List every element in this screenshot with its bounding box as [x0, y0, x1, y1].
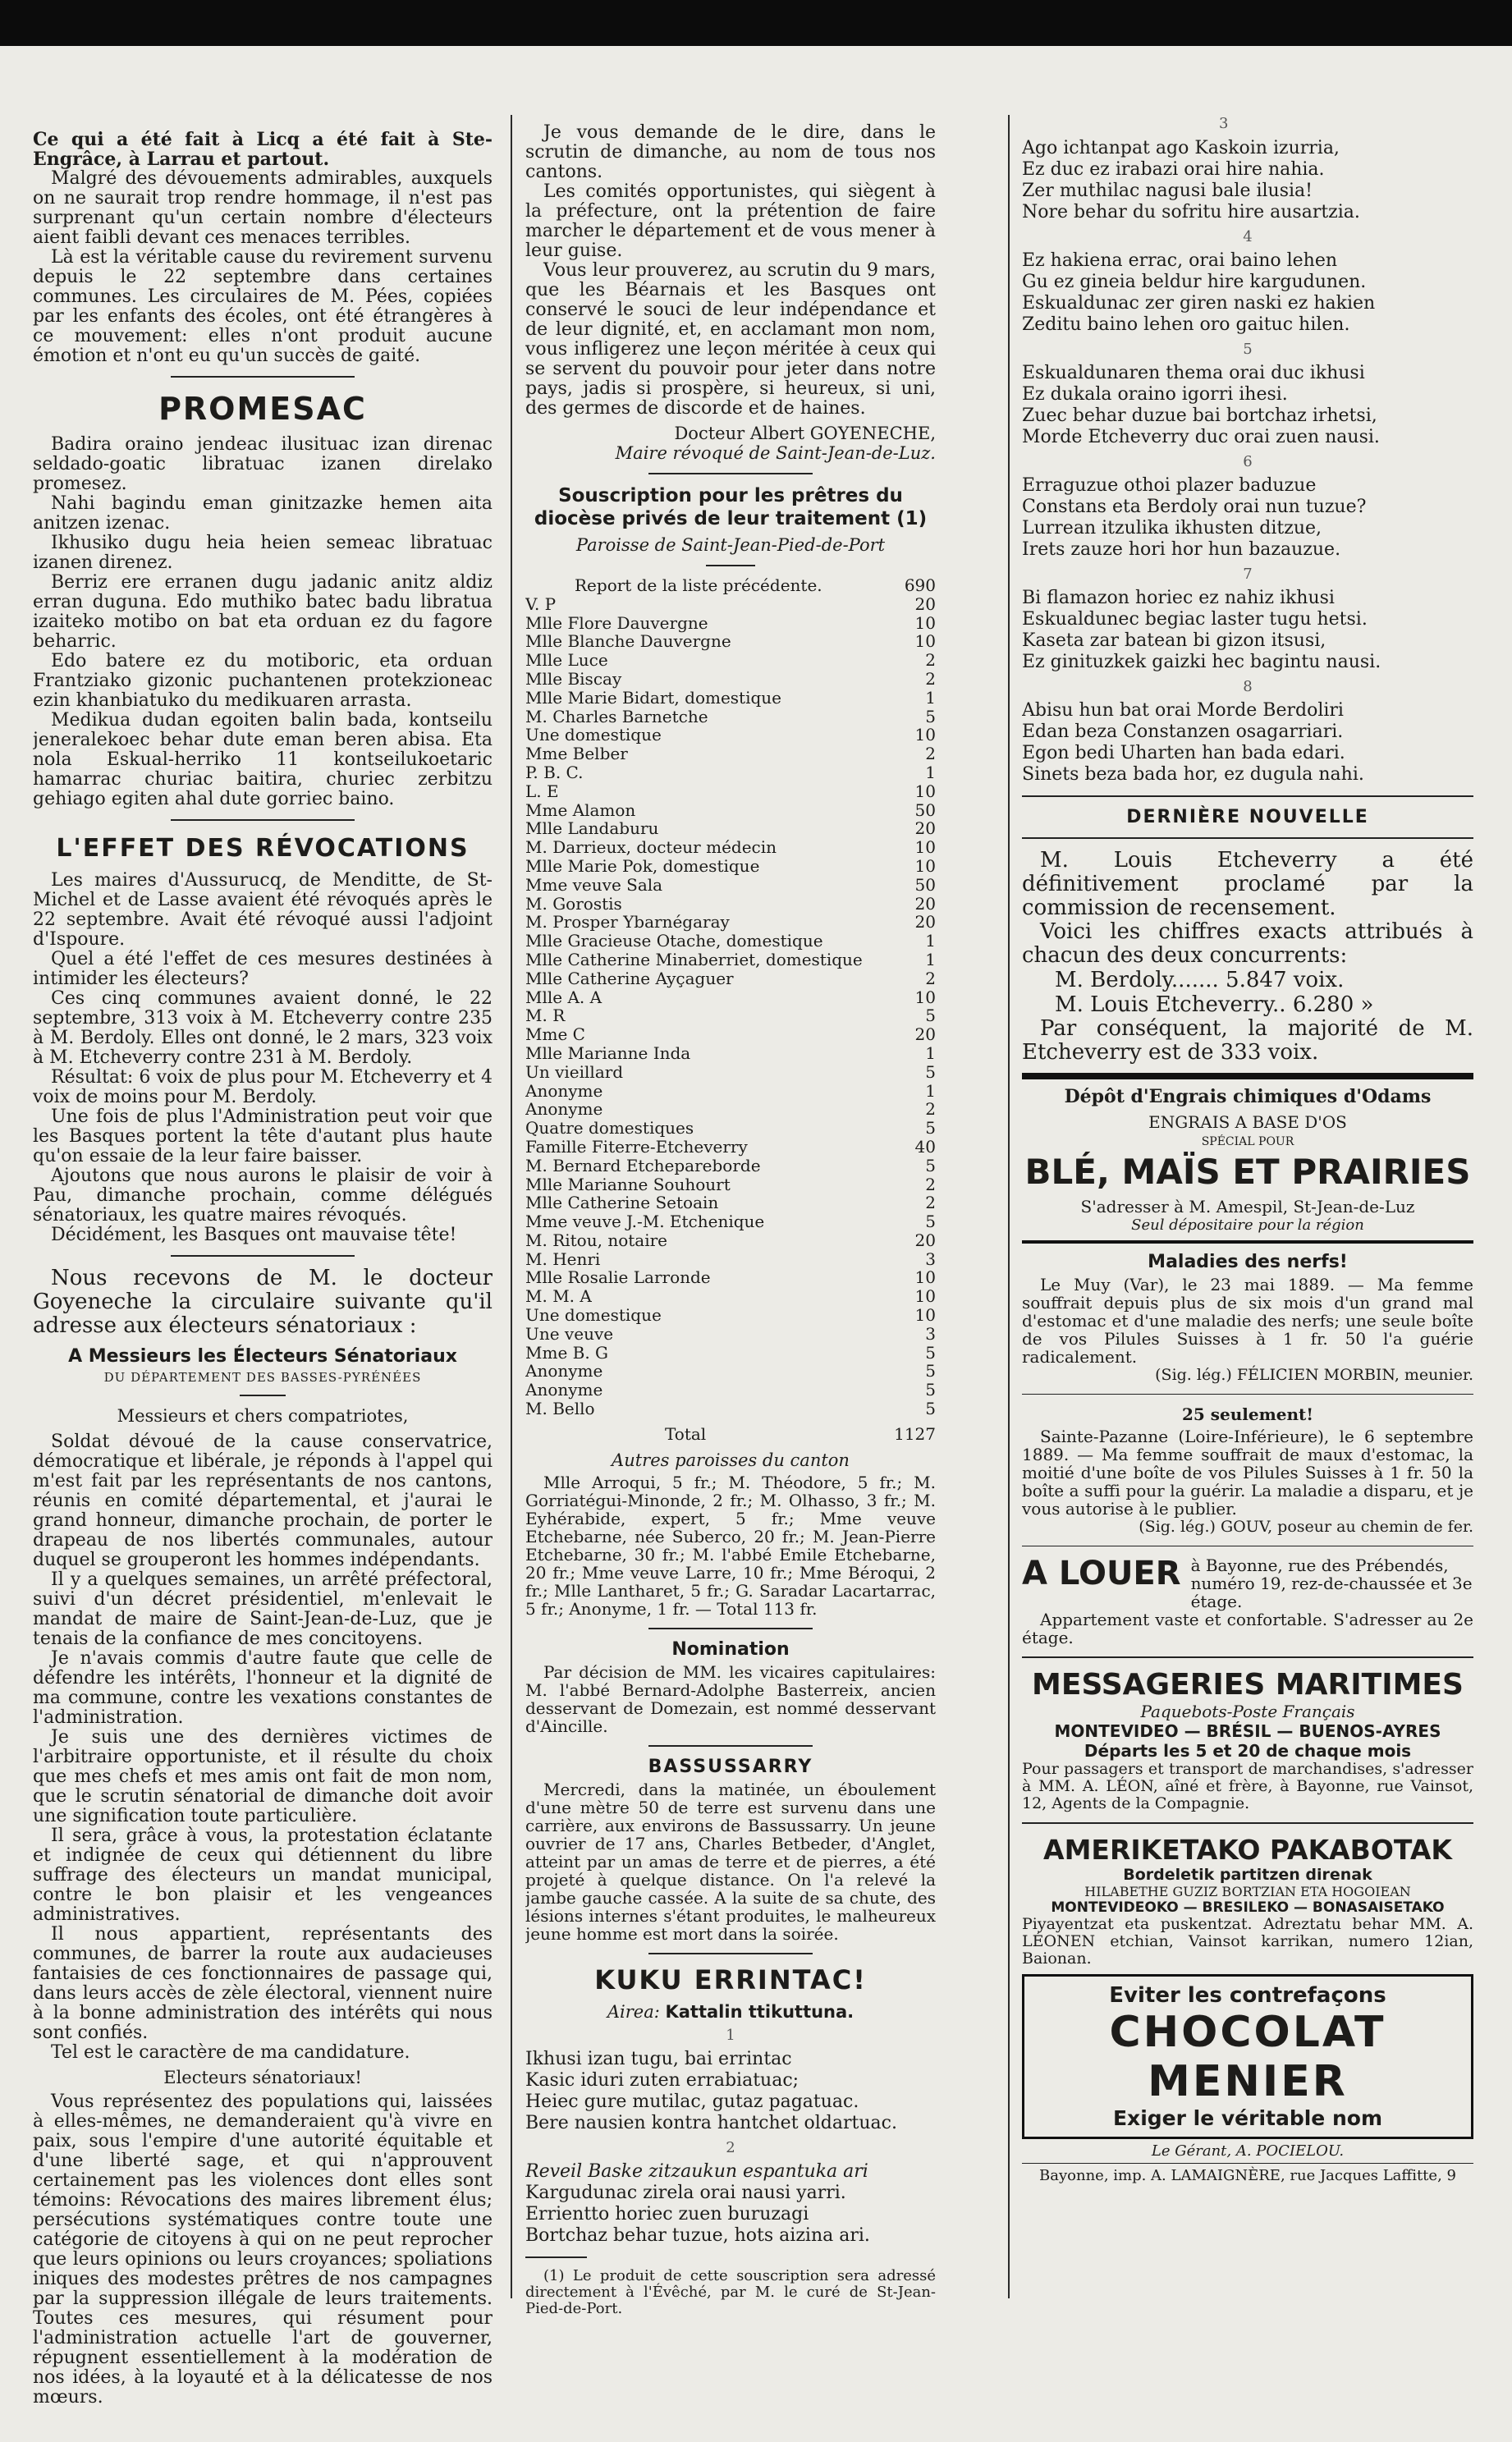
donor-name: Anonyme: [525, 1080, 603, 1101]
verse-line: Eskualdunaren thema orai duc ikhusi: [1022, 363, 1365, 383]
donor-name: Mlle Gracieuse Otache, domestique: [525, 931, 823, 951]
intro-paragraph: Malgré des dévouements admirables, auxquels on ne saurait trop rendre hommage, il n'est pas surprenant qu'un certain nombre d'électeurs aient faibli devant ces menaces terribles.: [33, 168, 493, 248]
donor-row: [525, 1231, 936, 1250]
separator: [648, 1745, 813, 1747]
donor-amount: 5: [925, 1006, 936, 1026]
donor-amount: 10: [914, 612, 936, 633]
separator: [648, 1953, 813, 1954]
donor-amount: 10: [914, 837, 936, 858]
nomination-heading: Nomination: [671, 1638, 790, 1660]
donor-name: Mlle Catherine Minaberriet, domestique: [525, 949, 863, 969]
effet-paragraph: Ajoutons que nous aurons le plaisir de voir à Pau, dimanche prochain, comme délégués sénatoriaux, les quatre maires révoqués.: [33, 1166, 493, 1226]
donor-row: [525, 670, 936, 689]
donor-row: [525, 838, 936, 857]
verse-line: Lurrean itzulika ikhusten ditzue,: [1022, 518, 1322, 538]
donor-name: Mme B. G: [525, 1342, 609, 1363]
effet-paragraph: Décidément, les Basques ont mauvaise tête!: [51, 1225, 457, 1245]
chocolat-line: Eviter les contrefaçons: [1109, 1983, 1386, 2008]
donor-amount: 5: [925, 706, 936, 726]
autres-paragraph: Mlle Arroqui, 5 fr.; M. Théodore, 5 fr.; M. Gorriatégui-Minonde, 2 fr.; M. Olhasso, 3 fr.; M. Eyhérabide, expert, 5 fr.; Mme veuve Etchebarne, née Suberco, 20 fr.; M. Jean-Pierre Etchebarne, 30 fr.; M. l'abbé Emile Etchebarne, 20 fr.; Mme veuve Larre, 10 fr.; Mme Béroqui, 2 fr.; Mlle Lantharet, 5 fr.; G. Saradar Lacartarrac, 5 fr.; Anonyme, 1 fr. — Total 113 fr.: [525, 1472, 936, 1619]
donor-row: [525, 1212, 936, 1231]
seulement-paragraph: Sainte-Pazanne (Loire-Inférieure), le 6 septembre 1889. — Ma femme souffrait de maux d'estomac, la moitié d'une boîte de vos Pilules Suisses à 1 fr. 50 la boîte a suffi pour la guérir. La maladie a disparu, et je vous autorise à le publier.: [1022, 1427, 1473, 1519]
amerik-ad: [1022, 1834, 1473, 1968]
top-black-band: [0, 0, 1512, 46]
donor-row: [525, 1025, 936, 1044]
promesac-paragraph: Ikhusiko dugu heia heien semeac libratuac izanen direnez.: [33, 533, 493, 573]
donor-row: [525, 1306, 936, 1325]
verse-line: Ez ginituzkek gaizki hec bagintu nausi.: [1022, 652, 1381, 672]
verse-line: Kaseta zar batean bi gizon itsusi,: [1022, 630, 1326, 651]
donor-row: [525, 819, 936, 838]
verse-line: Erraguzue othoi plazer baduzue: [1022, 475, 1317, 496]
column-rule-1: [511, 115, 512, 2298]
promesac-paragraph: Medikua dudan egoiten balin bada, kontseilu jeneralekoec behar dute eman beren abisa. Eta nola Eskual-herriko 11 kontseilukoetaric hamarrac churiac baitira, churiec zerbitzu gehiago egiten ahal dute gorriec baino.: [33, 710, 493, 809]
donor-amount: 10: [914, 725, 936, 745]
donor-amount: 2: [925, 668, 936, 689]
donor-name: M. Bernard Etchepareborde: [525, 1155, 761, 1175]
donor-amount: 10: [914, 855, 936, 876]
donor-amount: 1: [925, 762, 936, 782]
promesac-paragraph: Edo batere ez du motiboric, eta orduan Frantziako gizonic puchantenen protekzioneac ezin khanbiatuko du medikuaren arrasta.: [33, 651, 493, 711]
donor-amount: 10: [914, 1286, 936, 1307]
donor-name: Mlle Biscay: [525, 668, 622, 689]
verse-line: Edan beza Constanzen osagarriari.: [1022, 722, 1344, 742]
donor-rows: [525, 595, 936, 1418]
ad-line: ENGRAIS A BASE D'OS: [1148, 1112, 1347, 1132]
louer-heading: A LOUER: [1022, 1555, 1181, 1592]
verse-line: Eskualdunec begiac laster tugu hetsi.: [1022, 609, 1368, 630]
verse-number: 4: [1243, 228, 1253, 245]
paroisse-heading: Paroisse de Saint-Jean-Pied-de-Port: [575, 535, 886, 555]
donor-name: Mlle Catherine Setoain: [525, 1193, 719, 1213]
amerik-line: HILABETHE GUZIZ BORTZIAN ETA HOGOIEAN: [1084, 1884, 1411, 1899]
separator: [648, 473, 813, 474]
donor-name: Mlle Marianne Inda: [525, 1042, 691, 1063]
donor-amount: 20: [914, 1024, 936, 1045]
separator: [171, 819, 355, 821]
nerfs-signature: (Sig. lég.) FÉLICIEN MORBIN, meunier.: [1155, 1366, 1473, 1384]
amerik-line: MONTEVIDEOKO — BRESILEKO — BONASAISETAKO: [1051, 1899, 1445, 1916]
donor-name: Mlle Blanche Dauvergne: [525, 631, 731, 652]
promesac-paragraph: Nahi bagindu eman ginitzazke hemen aita anitzen izenac.: [33, 493, 493, 534]
total-row: Total 1127: [665, 1423, 936, 1444]
verse-line: Gu ez gineia beldur hire kargudunen.: [1022, 272, 1367, 292]
donor-row: [525, 708, 936, 726]
donor-name: M. R: [525, 1006, 566, 1026]
verse-line: Sinets beza bada hor, ez dugula nahi.: [1022, 764, 1364, 785]
donor-row: [525, 1362, 936, 1381]
donor-name: Mlle Landaburu: [525, 818, 659, 839]
verse-line: Zuec behar duzue bai bortchaz irhetsi,: [1022, 405, 1377, 426]
chocolat-line: CHOCOLAT: [1109, 2008, 1386, 2057]
donor-row: [525, 857, 936, 876]
verse-line: Morde Etcheverry duc orai zuen nausi.: [1022, 427, 1380, 447]
louer-text-2: Appartement vaste et confortable. S'adresser au 2e étage.: [1022, 1610, 1473, 1647]
messageries-heading: MESSAGERIES MARITIMES: [1032, 1668, 1464, 1702]
donor-row: [525, 1119, 936, 1138]
promesac-paragraph: Berriz ere erranen dugu jadanic anitz aldiz erran duguna. Edo muthiko batec badu libratua izaiteko motibo on bat eta orduan ez du fagore beharric.: [33, 572, 493, 652]
separator: [525, 2256, 587, 2258]
promesac-paragraph: Badira oraino jendeac ilusituac izan direnac seldado-goatic libratuac izanen direlako promesez.: [33, 434, 493, 494]
circular-paragraph: Vous représentez des populations qui, laissées à elles-mêmes, ne demanderaient qu'à vivre en paix, sous l'empire d'une autorité équitable et d'une liberté sage, et qui n'approuvent certainement pas les violences dont elles sont témoins: Révocations des maires librement élus; persécutions systématiques contre toute une catégorie de citoyens à qui on ne peut reprocher que leurs opinions ou leurs croyances; spoliations iniques des modestes prêtres de nos campagnes par la suppression illégale de leurs traitements. Toutes ces mesures, qui résument pour l'administration actuelle l'art de gouverner, répugnent essentiellement à la modération de nos idées, à la loyauté et à la délicatesse de nos mœurs.: [33, 2092, 493, 2408]
donor-name: Mlle Marie Bidart, domestique: [525, 687, 782, 708]
donor-row: [525, 913, 936, 932]
donor-row: [525, 1138, 936, 1157]
gerant: Le Gérant, A. POCIELOU.: [1151, 2142, 1345, 2160]
donor-row: [525, 1268, 936, 1287]
donor-name: M. M. A: [525, 1286, 592, 1307]
verse-line: Ikhusi izan tugu, bai errintac: [525, 2048, 792, 2069]
donor-name: M. Ritou, notaire: [525, 1230, 667, 1250]
donor-name: Mme veuve J.-M. Etchenique: [525, 1212, 765, 1232]
circular-salutation: Messieurs et chers compatriotes,: [117, 1406, 409, 1426]
louer-ad: [1022, 1556, 1473, 1610]
ad-line: Seul dépositaire pour la région: [1131, 1216, 1364, 1234]
messageries-ad: [1022, 1668, 1473, 1812]
verse-line: Ez hakiena errac, orai baino lehen: [1022, 250, 1338, 271]
donor-amount: 2: [925, 744, 936, 764]
donor-amount: 2: [925, 1099, 936, 1120]
donor-amount: 2: [925, 1193, 936, 1213]
donor-amount: 5: [925, 1155, 936, 1175]
intro-paragraph: Là est la véritable cause du revirement survenu depuis le 22 septembre dans certaines communes. Les circulaires de M. Pées, copiées par les enfants des écoles, ont été étrangères à ce mouvement: elles n'ont produit aucune émotion et n'ont eu qu'un succès de gaité.: [33, 247, 493, 366]
donor-name: Mlle Catherine Ayçaguer: [525, 968, 734, 988]
donor-name: Mlle Marie Pok, domestique: [525, 855, 760, 876]
donor-row: [525, 1063, 936, 1082]
promesac-heading: PROMESAC: [158, 391, 367, 427]
donor-name: Mme veuve Sala: [525, 874, 663, 895]
donor-amount: 1: [925, 931, 936, 951]
donor-row: [525, 932, 936, 951]
donor-amount: 3: [925, 1248, 936, 1269]
donor-name: Anonyme: [525, 1099, 603, 1120]
donor-name: Mme Belber: [525, 744, 628, 764]
donor-row: [525, 1082, 936, 1101]
kuku-heading: KUKU ERRINTAC!: [594, 1963, 867, 1995]
separator: [1022, 1656, 1473, 1658]
seulement-signature: (Sig. lég.) GOUV, poseur au chemin de fer.: [1139, 1518, 1473, 1536]
donor-row: [525, 763, 936, 782]
page-number: 3: [1219, 115, 1229, 132]
donor-amount: 1: [925, 1080, 936, 1101]
separator: [1022, 795, 1473, 797]
messageries-departs: Départs les 5 et 20 de chaque mois: [1084, 1741, 1412, 1761]
donor-row: [525, 1381, 936, 1400]
donor-name: Mlle Marianne Souhourt: [525, 1174, 731, 1194]
bassussarry-heading: BASSUSSARRY: [648, 1756, 813, 1777]
verse-number: 6: [1243, 453, 1253, 470]
derniere-heading: DERNIÈRE NOUVELLE: [1126, 807, 1369, 827]
donor-amount: 10: [914, 1267, 936, 1288]
donor-name: Une domestique: [525, 725, 662, 745]
donor-amount: 1: [925, 1042, 936, 1063]
donor-name: Mlle Luce: [525, 650, 608, 671]
verse-line: Zeditu baino lehen oro gaituc hilen.: [1022, 314, 1350, 335]
donor-row: [525, 1344, 936, 1363]
donor-row: [525, 988, 936, 1007]
result-row: M. Louis Etcheverry.. 6.280 »: [1055, 992, 1374, 1017]
separator: [1022, 1822, 1473, 1824]
verse-number: 5: [1243, 341, 1253, 358]
nomination-paragraph: Par décision de MM. les vicaires capitulaires: M. l'abbé Bernard-Adolphe Basterreix, ancien desservant de Domezain, est nommé desservant d'Aincille.: [525, 1661, 936, 1736]
verse-number: 2: [726, 2138, 735, 2156]
verse-line: Egon bedi Uharten han bada edari.: [1022, 743, 1345, 763]
donor-row: [525, 876, 936, 895]
donor-row: [525, 1325, 936, 1344]
report-row: Report de la liste précédente. 690: [575, 575, 936, 595]
verse-line: Ez dukala oraino igorri ihesi.: [1022, 384, 1288, 405]
donor-amount: 3: [925, 1323, 936, 1344]
donor-amount: 20: [914, 893, 936, 914]
messageries-dest: MONTEVIDEO — BRÉSIL — BUENOS-AYRES: [1054, 1721, 1441, 1741]
donor-name: Anonyme: [525, 1380, 603, 1400]
donor-name: V. P: [525, 593, 557, 614]
verse-line: Abisu hun bat orai Morde Berdoliri: [1022, 700, 1344, 721]
donor-amount: 50: [914, 799, 936, 820]
effet-paragraph: Ces cinq communes avaient donné, le 22 septembre, 313 voix à M. Etcheverry contre 235 à M. Berdoly. Elles ont donné, le 2 mars, 323 voix à M. Etcheverry contre 231 à M. Berdoly.: [33, 988, 493, 1068]
donor-name: M. Darrieux, docteur médecin: [525, 837, 777, 858]
circular-paragraph: Il y a quelques semaines, un arrêté préfectoral, suivi d'un décret présidentiel, m'enlevait le mandat de maire de Saint-Jean-de-Luz, que je tenais de la confiance de mes concitoyens.: [33, 1569, 493, 1649]
donor-amount: 5: [925, 1118, 936, 1139]
donor-name: Famille Fiterre-Etcheverry: [525, 1136, 748, 1157]
circular-paragraph: Il sera, grâce à vous, la protestation éclatante et indignée de ceux qui détiennent du libre suffrage des électeurs un mandat municipal, contre le bon plaisir et les vengeances administratives.: [33, 1826, 493, 1925]
circular-salutation-2: Electeurs sénatoriaux!: [163, 2068, 362, 2087]
result-row: M. Berdoly....... 5.847 voix.: [1055, 968, 1345, 992]
donor-amount: 1: [925, 687, 936, 708]
letter-signature-role: Maire révoqué de Saint-Jean-de-Luz.: [615, 443, 936, 463]
donor-name: Une veuve: [525, 1323, 614, 1344]
donor-row: [525, 651, 936, 670]
verse-line: Kargudunac zirela orai nausi yarri.: [525, 2182, 846, 2203]
verse-line: Bere nausien kontra hantchet oldartuac.: [525, 2112, 897, 2133]
donor-amount: 5: [925, 1212, 936, 1232]
letter-signature: Docteur Albert GOYENECHE,: [674, 424, 936, 443]
donor-row: [525, 801, 936, 820]
donor-name: Anonyme: [525, 1361, 603, 1381]
circular-paragraph: Je n'avais commis d'autre faute que celle de défendre les intérêts, l'honneur et la dignité de ma commune, contre les vexations constantes de l'administration.: [33, 1648, 493, 1728]
donor-amount: 20: [914, 593, 936, 614]
chocolat-ad: [1022, 1974, 1473, 2139]
verse-line: Reveil Baske zitzaukun espantuka ari: [525, 2160, 868, 2182]
amerik-heading: AMERIKETAKO PAKABOTAK: [1043, 1834, 1452, 1866]
separator: [1022, 2163, 1473, 2164]
donor-row: [525, 689, 936, 708]
donor-name: M. Charles Barnetche: [525, 706, 708, 726]
donor-amount: 5: [925, 1061, 936, 1082]
donor-amount: 50: [914, 874, 936, 895]
donor-row: [525, 1044, 936, 1063]
donor-amount: 5: [925, 1361, 936, 1381]
chocolat-line: Exiger le véritable nom: [1112, 2106, 1382, 2130]
ad-line: SPÉCIAL POUR: [1201, 1135, 1294, 1148]
verse-line: Nore behar du sofritu hire ausartzia.: [1022, 202, 1360, 222]
kuku-air: Airea: Kattalin ttikuttuna.: [607, 2001, 855, 2022]
donor-row: [525, 1006, 936, 1025]
circular-paragraph: Il nous appartient, représentants des communes, de barrer la route aux audacieuses fantaisies de ces fonctionnaires de passage qui, dans leurs accès de zèle électoral, viennent nuire à la bonne administration des intérêts qui nous sont confiés.: [33, 1924, 493, 2043]
donor-row: [525, 1194, 936, 1212]
goyeneche-intro: Nous recevons de M. le docteur Goyeneche la circulaire suivante qu'il adresse aux électeurs sénatoriaux :: [33, 1266, 493, 1338]
separator: [240, 1395, 286, 1396]
donor-name: M. Henri: [525, 1248, 601, 1269]
donor-row: [525, 1287, 936, 1306]
donor-amount: 20: [914, 912, 936, 932]
donor-name: Une domestique: [525, 1305, 662, 1326]
donor-amount: 10: [914, 1305, 936, 1326]
donor-name: M. Gorostis: [525, 893, 622, 914]
donor-amount: 10: [914, 631, 936, 652]
donor-amount: 2: [925, 1174, 936, 1194]
letter-paragraph: Les comités opportunistes, qui siègent à la préfecture, ont la prétention de faire marcher le département et de vous mener à leur guise.: [525, 181, 936, 261]
circular-heading: A Messieurs les Électeurs Sénatoriaux: [68, 1346, 457, 1367]
ad-line: BLÉ, MAÏS ET PRAIRIES: [1024, 1152, 1471, 1192]
messageries-text: Pour passagers et transport de marchandises, s'adresser à MM. A. LÉON, aîné et frère, à Bayonne, rue Vainsot, 12, Agents de la Compagnie.: [1022, 1760, 1473, 1812]
separator: [171, 376, 355, 378]
donor-row: [525, 969, 936, 988]
derniere-paragraph: Voici les chiffres exacts attribués à chacun des deux concurrents:: [1022, 919, 1473, 968]
donor-row: [525, 1157, 936, 1175]
letter-paragraph: Je vous demande de le dire, dans le scrutin de dimanche, au nom de tous nos cantons.: [525, 123, 936, 182]
donor-row: [525, 1175, 936, 1194]
donor-row: [525, 632, 936, 651]
effet-paragraph: Résultat: 6 voix de plus pour M. Etcheverry et 4 voix de moins pour M. Berdoly.: [33, 1067, 493, 1107]
verse-line: Ez duc ez irabazi orai hire nahia.: [1022, 159, 1325, 180]
donor-name: Mlle Flore Dauvergne: [525, 612, 708, 633]
donor-row: [525, 895, 936, 914]
nerfs-paragraph: Le Muy (Var), le 23 mai 1889. — Ma femme souffrait depuis plus de six mois d'un grand mal d'estomac et d'une maladie des nerfs; une seule boîte de vos Pilules Suisses à 1 fr. 50 l'a guérie radicalement.: [1022, 1275, 1473, 1367]
separator: [1022, 1394, 1473, 1395]
verse-line: Errientto horiec zuen buruzagi: [525, 2203, 809, 2224]
donor-name: Quatre domestiques: [525, 1118, 694, 1139]
effet-heading: L'EFFET DES RÉVOCATIONS: [56, 834, 470, 863]
effet-paragraph: Une fois de plus l'Administration peut voir que les Basques portent la tête d'autant plus haute qu'on essaie de la leur faire baisser.: [33, 1106, 493, 1166]
donor-name: M. Prosper Ybarnégaray: [525, 912, 730, 932]
ad-line: Dépôt d'Engrais chimiques d'Odams: [1064, 1086, 1432, 1107]
footnote: (1) Le produit de cette souscription sera adressé directement à l'Évêché, par M. le curé de St-Jean-Pied-de-Port.: [525, 2266, 936, 2317]
column-middle: [525, 123, 936, 2317]
ad-line: S'adresser à M. Amespil, St-Jean-de-Luz: [1080, 1197, 1415, 1216]
verse-line: Bi flamazon horiec ez nahiz ikhusi: [1022, 588, 1335, 608]
separator: [1022, 837, 1473, 839]
seulement-heading: 25 seulement!: [1181, 1404, 1314, 1424]
donor-table: [525, 576, 936, 1444]
chocolat-line: MENIER: [1148, 2057, 1348, 2106]
intro-paragraph: Ce qui a été fait à Licq a été fait à Ste-Engrâce, à Larrau et partout.: [33, 130, 493, 170]
donor-row: [525, 614, 936, 633]
amerik-sub: Bordeletik partitzen direnak: [1123, 1866, 1372, 1884]
derniere-paragraph: Par conséquent, la majorité de M. Etcheverry est de 333 voix.: [1022, 1016, 1473, 1065]
verse-number: 8: [1243, 678, 1253, 695]
donor-row: [525, 782, 936, 801]
verse-line: Zer muthilac nagusi bale ilusia!: [1022, 181, 1313, 201]
donor-name: Mme Alamon: [525, 799, 636, 820]
circular-subheading: DU DÉPARTEMENT DES BASSES-PYRÉNÉES: [103, 1370, 422, 1385]
donor-name: L. E: [525, 781, 559, 801]
verse-line: Kasic iduri zuten errabiatuac;: [525, 2069, 800, 2091]
amerik-text: Piyayentzat eta puskentzat. Adreztatu behar MM. A. LÉONEN etchian, Vainsot karrikan, numero 12ian, Baionan.: [1022, 1915, 1473, 1968]
circular-paragraph: Soldat dévoué de la cause conservatrice, démocratique et libérale, je réponds à l'appel qui m'est fait par les représentants de nos cantons, réunis en comité départemental, et j'aurai le grand honneur, dimanche prochain, de porter le drapeau de nos libertés communales, autour duquel se grouperont les hommes indépendants.: [33, 1432, 493, 1570]
donor-amount: 10: [914, 987, 936, 1007]
letter-paragraph: Vous leur prouverez, au scrutin du 9 mars, que les Béarnais et les Basques ont conservé le souci de leur indépendance et de leur dignité, et, en acclamant mon nom, vous infligerez une leçon méritée à ceux qui se servent du pouvoir pour jeter dans notre pays, jadis si prospère, si heureux, si uni, des germes de discorde et de haines.: [525, 260, 936, 419]
donor-amount: 20: [914, 1230, 936, 1250]
column-rule-2: [1008, 115, 1010, 2298]
donor-row: [525, 951, 936, 969]
column-right: [1022, 138, 1473, 2188]
donor-row: [525, 1250, 936, 1269]
bassussarry-paragraph: Mercredi, dans la matinée, un éboulement d'une mètre 50 de terre est survenu dans une carrière, aux environs de Bassussarry. Un jeune ouvrier de 17 ans, Charles Betbeder, d'Anglet, atteint par un amas de terre et de pierres, a été projeté à quelque distance. On l'a relevé la jambe gauche cassée. A la suite de sa chute, des lésions internes s'étant produites, le malheureux jeune homme est mort dans la soirée.: [525, 1779, 936, 1944]
verse-line: Ago ichtanpat ago Kaskoin izurria,: [1022, 138, 1340, 158]
donor-row: [525, 595, 936, 614]
donor-name: Mme C: [525, 1024, 585, 1045]
verse-line: Irets zauze hori hor hun bazauzue.: [1022, 539, 1341, 560]
derniere-paragraph: M. Louis Etcheverry a été définitivement proclamé par la commission de recensement.: [1022, 848, 1473, 920]
louer-text: à Bayonne, rue des Prébendés, numéro 19, rez-de-chaussée et 3e étage.: [1190, 1555, 1473, 1611]
donor-row: [525, 1400, 936, 1418]
donor-name: Un vieillard: [525, 1061, 624, 1082]
separator: [706, 565, 755, 566]
effet-paragraph: Quel a été l'effet de ces mesures destinées à intimider les électeurs?: [33, 949, 493, 989]
circular-paragraph: Je suis une des dernières victimes de l'arbitraire opportuniste, et il résulte du choix que mes chefs et mes amis ont fait de mon nom, que le scrutin sénatorial de dimanche doit avoir une signification toute particulière.: [33, 1727, 493, 1826]
verse-number: 1: [726, 2026, 735, 2044]
separator: [648, 1628, 813, 1629]
donor-amount: 5: [925, 1399, 936, 1419]
verse-line: Bortchaz behar tuzue, hots aizina ari.: [525, 2224, 870, 2246]
verse-line: Constans eta Berdoly orai nun tuzue?: [1022, 497, 1367, 517]
donor-name: Mlle A. A: [525, 987, 603, 1007]
donor-name: P. B. C.: [525, 762, 584, 782]
donor-amount: 40: [914, 1136, 936, 1157]
nerfs-heading: Maladies des nerfs!: [1148, 1252, 1348, 1272]
donor-amount: 1: [925, 949, 936, 969]
donor-amount: 20: [914, 818, 936, 839]
messageries-sub: Paquebots-Poste Français: [1140, 1702, 1355, 1721]
donor-amount: 10: [914, 781, 936, 801]
souscription-heading: Souscription pour les prêtres du diocèse privés de leur traitement (1): [534, 485, 928, 529]
separator: [171, 1255, 355, 1257]
verse-number: 7: [1243, 566, 1253, 583]
donor-row: [525, 726, 936, 745]
donor-row: [525, 1100, 936, 1119]
donor-amount: 5: [925, 1380, 936, 1400]
donor-name: M. Bello: [525, 1399, 595, 1419]
donor-row: [525, 745, 936, 763]
engrais-ad: [1022, 1073, 1473, 1244]
imprimeur: Bayonne, imp. A. LAMAIGNÈRE, rue Jacques Laffitte, 9: [1039, 2167, 1456, 2184]
column-left: [33, 130, 493, 2408]
verse-line: Heiec gure mutilac, gutaz pagatuac.: [525, 2091, 859, 2112]
autres-heading: Autres paroisses du canton: [612, 1450, 850, 1470]
donor-amount: 5: [925, 1342, 936, 1363]
circular-paragraph: Tel est le caractère de ma candidature.: [51, 2042, 410, 2063]
donor-amount: 2: [925, 968, 936, 988]
donor-name: Mlle Rosalie Larronde: [525, 1267, 711, 1288]
donor-amount: 2: [925, 650, 936, 671]
effet-paragraph: Les maires d'Aussurucq, de Menditte, de St-Michel et de Lasse avaient été révoqués après le 22 septembre. Avait été révoqué aussi l'adjoint d'Ispoure.: [33, 870, 493, 950]
verse-line: Eskualdunac zer giren naski ez hakien: [1022, 293, 1376, 314]
